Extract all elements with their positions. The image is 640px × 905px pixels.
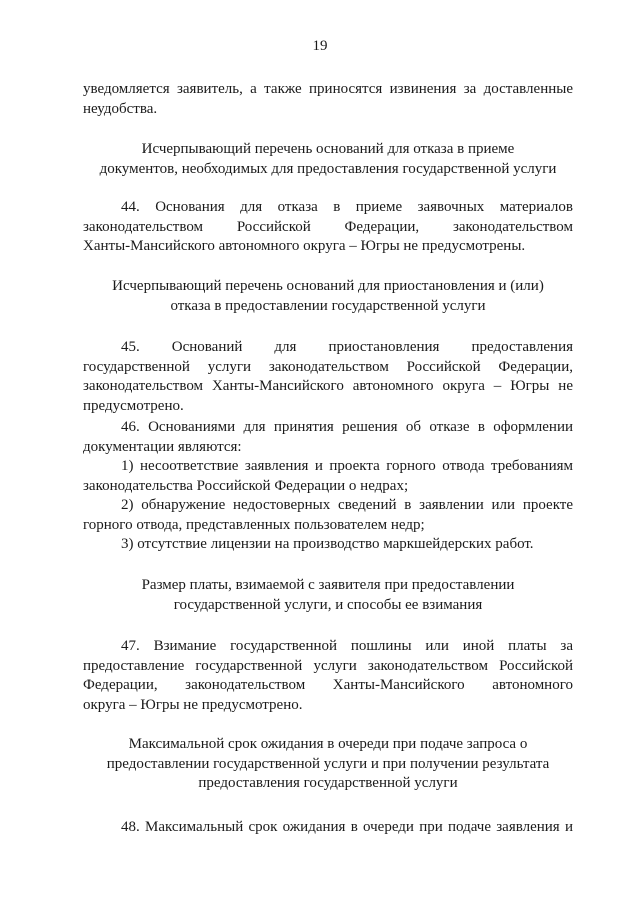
heading-line: Исчерпывающий перечень оснований для отказа в приеме — [141, 141, 515, 157]
text-line: 45. Оснований для приостановления предоставления — [121, 339, 573, 355]
section-heading-waiting-time — [83, 735, 573, 794]
text-line: уведомляется заявитель, а также приносятся извинения за доставленные — [83, 81, 573, 97]
text-line: предоставление государственной услуги законодательством Российской — [83, 657, 573, 674]
heading-line: предоставления государственной услуги — [198, 775, 458, 791]
paragraph-48 — [83, 818, 573, 838]
section-heading-suspension-refusal — [83, 277, 573, 316]
paragraph-46 — [83, 418, 573, 555]
text-line: неудобства. — [83, 100, 158, 117]
text-line: округа – Югры не предусмотрено. — [83, 696, 303, 713]
text-line: 44. Основания для отказа в приеме заявочных материалов — [121, 199, 573, 215]
text-line: Ханты-Мансийского автономного округа – Югры не предусмотрены. — [83, 238, 526, 254]
continuation-paragraph — [83, 80, 573, 119]
text-line: законодательством Ханты-Мансийского автономного округа – Югры не — [83, 378, 573, 394]
section-heading-fees — [83, 576, 573, 615]
list-item-3-line: 3) отсутствие лицензии на производство маркшейдерских работ. — [121, 536, 534, 552]
page-number: 19 — [312, 38, 328, 54]
text-line: государственной услуги законодательством Российской Федерации, — [83, 358, 573, 375]
heading-line: Исчерпывающий перечень оснований для приостановления и (или) — [112, 278, 544, 294]
text-line: 47. Взимание государственной пошлины или иной платы за — [121, 638, 573, 654]
list-item-2-line: 2) обнаружение недостоверных сведений в заявлении или проекте — [121, 497, 573, 513]
list-item-1-line: законодательства Российской Федерации о недрах; — [83, 477, 409, 494]
text-line: 46. Основаниями для принятия решения об отказе в оформлении — [121, 419, 573, 435]
text-line: 48. Максимальный срок ожидания в очереди при подаче заявления и — [121, 819, 573, 835]
heading-line: государственной услуги, и способы ее взимания — [173, 596, 483, 613]
list-item-2-line: горного отвода, представленных пользователем недр; — [83, 516, 425, 533]
heading-line: отказа в предоставлении государственной услуги — [170, 297, 486, 314]
text-line: законодательством Российской Федерации, законодательством — [83, 218, 573, 235]
text-line: Федерации, законодательством Ханты-Мансийского автономного — [83, 677, 573, 693]
paragraph-45 — [83, 338, 573, 416]
heading-line: Размер платы, взимаемой с заявителя при предоставлении — [141, 577, 515, 593]
heading-line: предоставлении государственной услуги и при получении результата — [106, 755, 550, 772]
section-heading-refusal-documents — [83, 140, 573, 179]
text-line: документации являются: — [83, 438, 242, 455]
list-item-1-line: 1) несоответствие заявления и проекта горного отвода требованиям — [121, 458, 573, 474]
paragraph-44 — [83, 198, 573, 257]
heading-line: Максимальной срок ожидания в очереди при подаче запроса о — [128, 736, 528, 752]
heading-line: документов, необходимых для предоставления государственной услуги — [99, 160, 557, 177]
paragraph-47 — [83, 637, 573, 715]
text-line: предусмотрено. — [83, 397, 184, 414]
